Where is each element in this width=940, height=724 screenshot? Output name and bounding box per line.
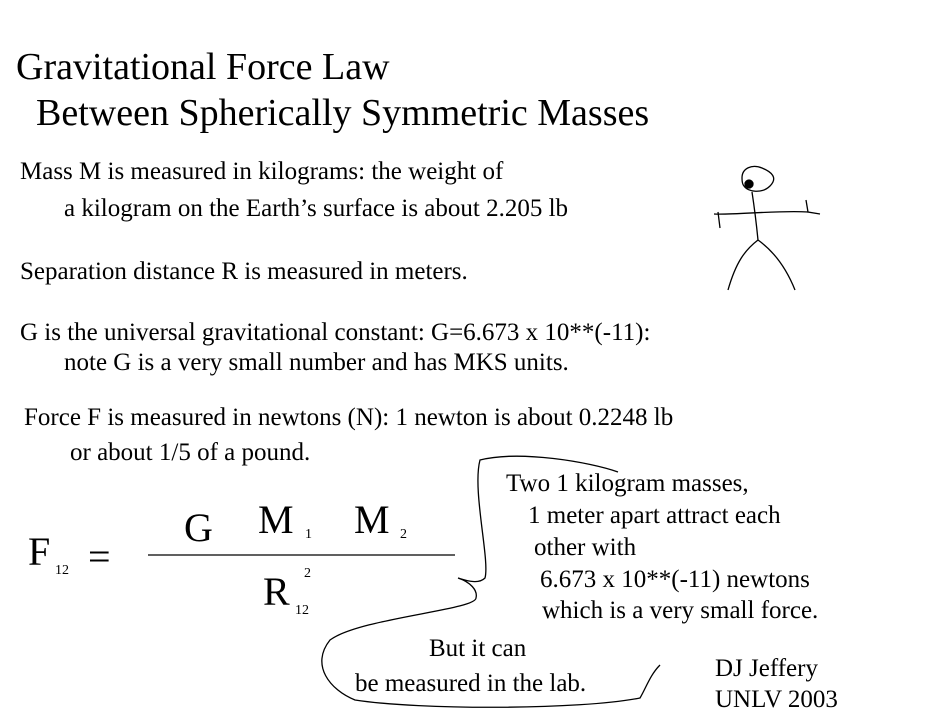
bubble-text-line-3: other with (534, 534, 637, 561)
gconst-text-line-1: G is the universal gravitational constant: G=6.673 x 10**(-11): (20, 319, 651, 346)
eq-mass-1-subscript: 1 (305, 527, 312, 542)
force-text-line-2: or about 1/5 of a pound. (70, 439, 311, 466)
eq-force-symbol: F (28, 529, 51, 574)
eq-distance-subscript: 12 (295, 603, 309, 618)
gconst-text-line-2: note G is a very small number and has MKS units. (64, 349, 569, 376)
bubble-text-line-4: 6.673 x 10**(-11) newtons (540, 566, 810, 593)
eq-mass-1: M (258, 497, 294, 542)
eq-distance: R (263, 569, 290, 614)
bubble-text-line-7: be measured in the lab. (355, 670, 587, 697)
title-line-2: Between Spherically Symmetric Masses (36, 92, 650, 134)
eq-gravitational-constant: G (184, 505, 213, 550)
mass-text-line-2: a kilogram on the Earth’s surface is about 2.205 lb (64, 195, 569, 222)
mass-text-line-1: Mass M is measured in kilograms: the weight of (20, 158, 504, 185)
stick-figure-icon (714, 166, 820, 290)
author-affiliation: UNLV 2003 (715, 686, 838, 713)
author-name: DJ Jeffery (715, 655, 818, 682)
title-line-1: Gravitational Force Law (16, 46, 390, 88)
bubble-text-line-2: 1 meter apart attract each (528, 502, 781, 529)
eq-distance-superscript: 2 (304, 566, 311, 581)
eq-mass-2-subscript: 2 (400, 527, 407, 542)
bubble-text-line-6: But it can (429, 635, 527, 662)
eq-force-subscript: 12 (55, 563, 69, 578)
bubble-text-line-1: Two 1 kilogram masses, (506, 470, 749, 497)
bubble-text-line-5: which is a very small force. (542, 597, 819, 624)
eq-equals-sign: = (88, 534, 111, 579)
eq-mass-2: M (354, 497, 390, 542)
separation-text: Separation distance R is measured in meters. (20, 258, 468, 285)
force-text-line-1: Force F is measured in newtons (N): 1 newton is about 0.2248 lb (24, 404, 674, 431)
speech-bubble-outline (322, 456, 660, 707)
